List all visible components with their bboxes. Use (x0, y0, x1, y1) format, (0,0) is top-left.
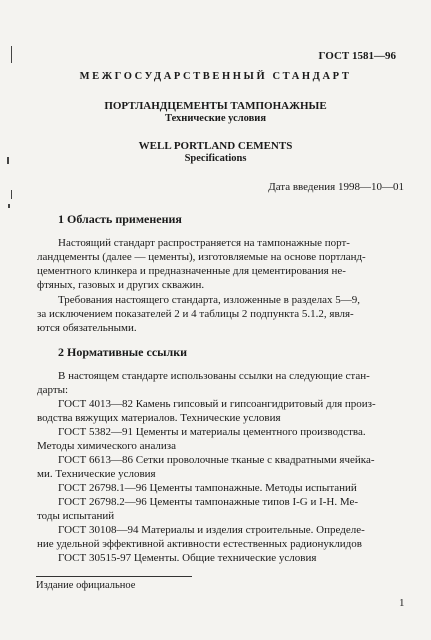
reference-line: Методы химического анализа (37, 440, 177, 452)
reference-line: тоды испытаний (37, 510, 115, 522)
reference-line: ГОСТ 26798.1—96 Цементы тампонажные. Методы испытаний (58, 482, 357, 494)
paragraph-line: за исключением показателей 2 и 4 таблицы 2 подпункта 5.1.2, явля- (37, 308, 354, 320)
reference-line: ГОСТ 30515-97 Цементы. Общие технические условия (58, 552, 317, 564)
subtitle-en: Specifications (184, 153, 247, 164)
reference-line: ГОСТ 4013—82 Камень гипсовый и гипсоангидритовый для произ- (58, 398, 376, 410)
reference-line: дарты: (37, 384, 69, 396)
scan-mark (8, 204, 10, 208)
reference-line: ГОСТ 5382—91 Цементы и материалы цементного производства. (58, 426, 366, 438)
paragraph-line: ются обязательными. (37, 322, 137, 334)
effective-date: Дата введения 1998—10—01 (268, 181, 404, 193)
paragraph-line: Требования настоящего стандарта, изложенные в разделах 5—9, (58, 294, 360, 306)
edition-note: Издание официальное (36, 580, 136, 591)
reference-line: ГОСТ 6613—86 Сетки проволочные тканые с квадратными ячейка- (58, 454, 375, 466)
reference-line: ГОСТ 26798.2—96 Цементы тампонажные типов I-G и I-H. Ме- (58, 496, 359, 508)
paragraph-line: ландцементы (далее — цементы), изготовляемые на основе портланд- (37, 251, 366, 263)
subtitle-ru: Технические условия (164, 113, 267, 124)
title-ru: ПОРТЛАНДЦЕМЕНТЫ ТАМПОНАЖНЫЕ (104, 100, 327, 112)
reference-line: ние удельной эффективной активности естественных радионуклидов (37, 538, 362, 550)
reference-line: В настоящем стандарте использованы ссылки на следующие стан- (58, 370, 370, 382)
paragraph-line: фтяных, газовых и других скважин. (37, 279, 205, 291)
gost-code: ГОСТ 1581—96 (318, 50, 396, 62)
scan-mark (11, 190, 12, 199)
paragraph-line: цементного клинкера и предназначенные для цементирования не- (37, 265, 346, 277)
reference-line: водства вяжущих материалов. Технические условия (37, 412, 281, 424)
paragraph-line: Настоящий стандарт распространяется на тампонажные порт- (58, 237, 350, 249)
page-number: 1 (399, 597, 405, 609)
scan-mark (11, 46, 12, 63)
reference-line: ГОСТ 30108—94 Материалы и изделия строительные. Определе- (58, 524, 365, 536)
section-2-heading: 2 Нормативные ссылки (58, 345, 188, 359)
reference-line: ми. Технические условия (37, 468, 156, 480)
standard-type: МЕЖГОСУДАРСТВЕННЫЙ СТАНДАРТ (79, 71, 352, 82)
scan-mark (7, 157, 9, 164)
title-en: WELL PORTLAND CEMENTS (138, 140, 293, 152)
footer-divider (36, 576, 192, 577)
section-1-heading: 1 Область применения (58, 212, 182, 226)
